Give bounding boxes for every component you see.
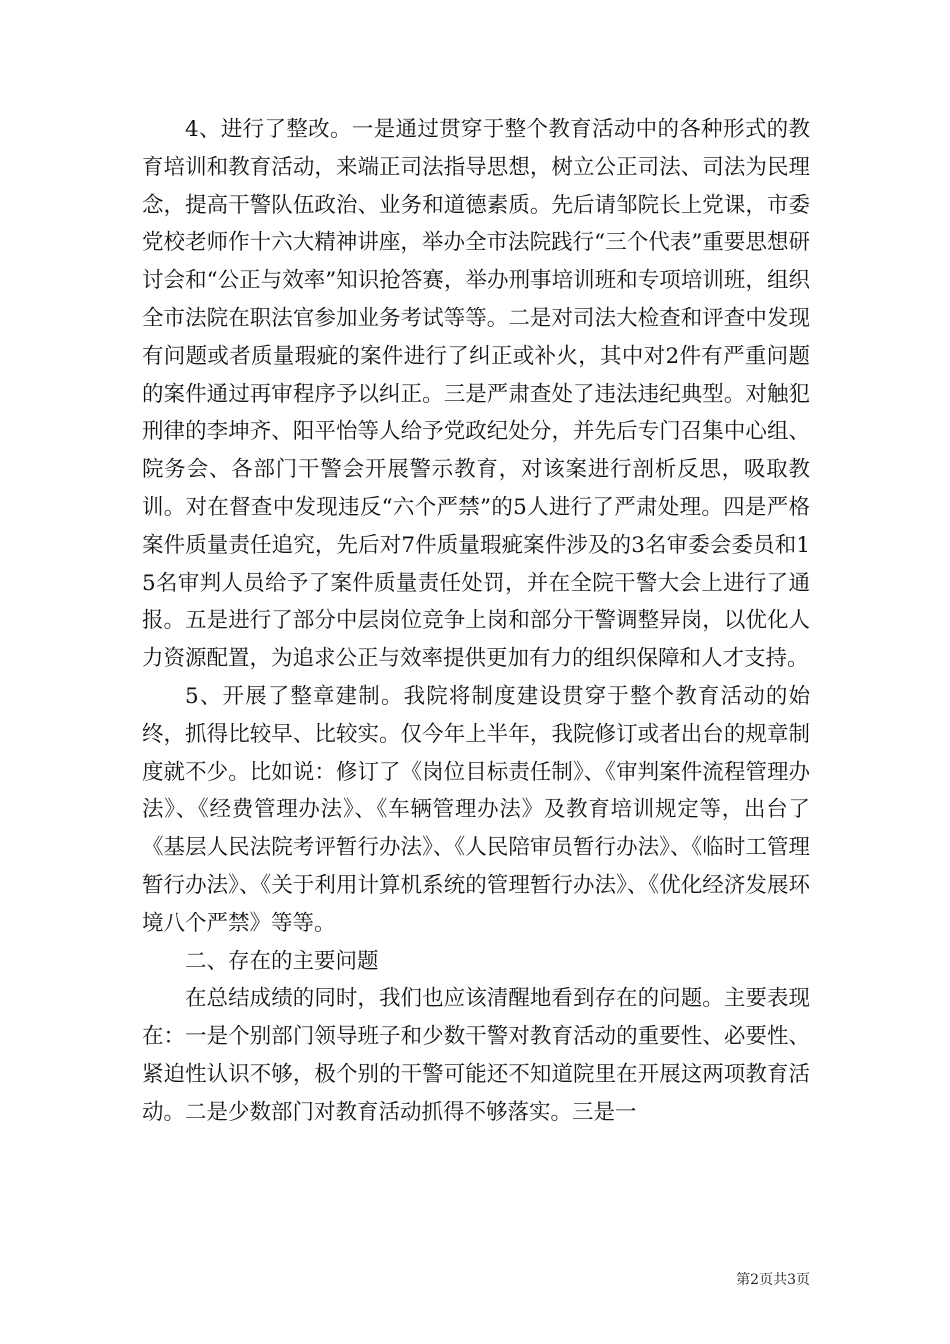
paragraph-regulations: 5、开展了整章建制。我院将制度建设贯穿于整个教育活动的始终，抓得比较早、比较实。仅今年上半年，我院修订或者出台的规章制度就不少。比如说：修订了《岗位目标责任制》、《审判案件流程管理办法》、《经费管理办法》、《车辆管理办法》及教育培训规定等，出台了《基层人民法院考评暂行办法》、《人民陪审员暂行办法》、《临时工管理暂行办法》、《关于利用计算机系统的管理暂行办法》、《优化经济发展环境八个严禁》等等。 [142,683,810,936]
page-number-footer: 第2页共3页 [736,1272,810,1288]
document-body [142,111,810,1132]
paragraph-rectification: 4、进行了整改。一是通过贯穿于整个教育活动中的各种形式的教育培训和教育活动，来端正司法指导思想，树立公正司法、司法为民理念，提高干警队伍政治、业务和道德素质。先后请邹院长上党课，市委党校老师作十六大精神讲座，举办全市法院践行“三个代表”重要思想研讨会和“公正与效率”知识抢答赛，举办刑事培训班和专项培训班，组织全市法院在职法官参加业务考试等等。二是对司法大检查和评查中发现有问题或者质量瑕疵的案件进行了纠正或补火，其中对2件有严重问题的案件通过再审程序予以纠正。三是严肃查处了违法违纪典型。对触犯刑律的李坤齐、阳平怡等人给予党政纪处分，并先后专门召集中心组、院务会、各部门干警会开展警示教育，对该案进行剖析反思，吸取教训。对在督查中发现违反“六个严禁”的5人进行了严肃处理。四是严格案件质量责任追究，先后对7件质量瑕疵案件涉及的3名审委会委员和15名审判人员给予了案件质量责任处罚，并在全院干警大会上进行了通报。五是进行了部分中层岗位竞争上岗和部分干警调整异岗，以优化人力资源配置，为追求公正与效率提供更加有力的组织保障和人才支持。 [142,117,810,672]
section-heading-main-problems: 二、存在的主要问题 [185,948,379,974]
paragraph-problems: 在总结成绩的同时，我们也应该清醒地看到存在的问题。主要表现在：一是个别部门领导班子和少数干警对教育活动的重要性、必要性、紧迫性认识不够，极个别的干警可能还不知道院里在开展这两项教育活动。二是少数部门对教育活动抓得不够落实。三是一 [142,986,810,1125]
